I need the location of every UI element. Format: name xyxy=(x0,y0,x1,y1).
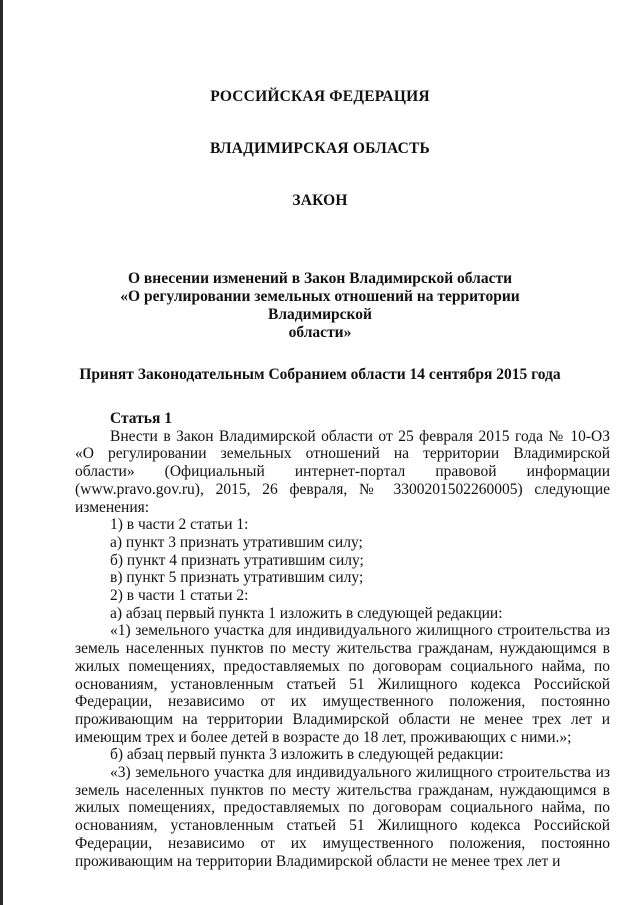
law-title xyxy=(80,270,560,342)
list-item: б) абзац первый пункта 3 изложить в следующей редакции: xyxy=(110,746,504,764)
article-heading: Статья 1 xyxy=(110,410,172,427)
law-title-line: «О регулировании земельных отношений на территории Владимирской xyxy=(120,288,520,323)
list-item: б) пункт 4 признать утратившим силу; xyxy=(110,551,364,569)
law-title-line: области» xyxy=(288,324,352,341)
list-item: 2) в части 1 статьи 2: xyxy=(110,587,249,605)
region-heading: ВЛАДИМИРСКАЯ ОБЛАСТЬ xyxy=(210,140,430,157)
list-item: а) абзац первый пункта 1 изложить в следующей редакции: xyxy=(110,604,503,622)
list-item: 1) в части 2 статьи 1: xyxy=(110,516,249,534)
list-item: а) пункт 3 признать утратившим силу; xyxy=(110,533,363,551)
adoption-line: Принят Законодательным Собранием области 14 сентября 2015 года xyxy=(79,366,561,383)
article-intro: Внести в Закон Владимирской области от 25 февраля 2015 года № 10-ОЗ «О регулировании земельных отношений на территории Владимирской области» (Официальный интернет-портал правовой информации (www.pravo.gov.ru), 2015, 26 февраля, № 3300201502260005) следующие изменения: xyxy=(75,427,610,516)
document-body xyxy=(75,410,610,870)
quoted-paragraph: «3) земельного участка для индивидуального жилищного строительства из земель населенных пунктов по месту жительства гражданам, нуждающимся в жилых помещениях, предоставляемых по договорам социального найма, по основаниям, установленным статьей 51 Жилищного кодекса Российской Федерации, независимо от их имущественного положения, постоянно проживающим на территории Владимирской области не менее трех лет и xyxy=(75,764,610,870)
list-item: в) пункт 5 признать утратившим силу; xyxy=(110,569,364,587)
law-title-line: О внесении изменений в Закон Владимирской области xyxy=(127,270,513,287)
scan-border xyxy=(0,0,3,905)
quoted-paragraph: «1) земельного участка для индивидуального жилищного строительства из земель населенных пунктов по месту жительства гражданам, нуждающимся в жилых помещениях, предоставляемых по договорам социального найма, по основаниям, установленным статьей 51 Жилищного кодекса Российской Федерации, независимо от их имущественного положения, постоянно проживающим на территории Владимирской области не менее трех лет и имеющим трех и более детей в возрасте до 18 лет, проживающих с ними.»; xyxy=(75,622,610,746)
law-heading: ЗАКОН xyxy=(292,192,348,209)
country-heading: РОССИЙСКАЯ ФЕДЕРАЦИЯ xyxy=(210,88,430,105)
